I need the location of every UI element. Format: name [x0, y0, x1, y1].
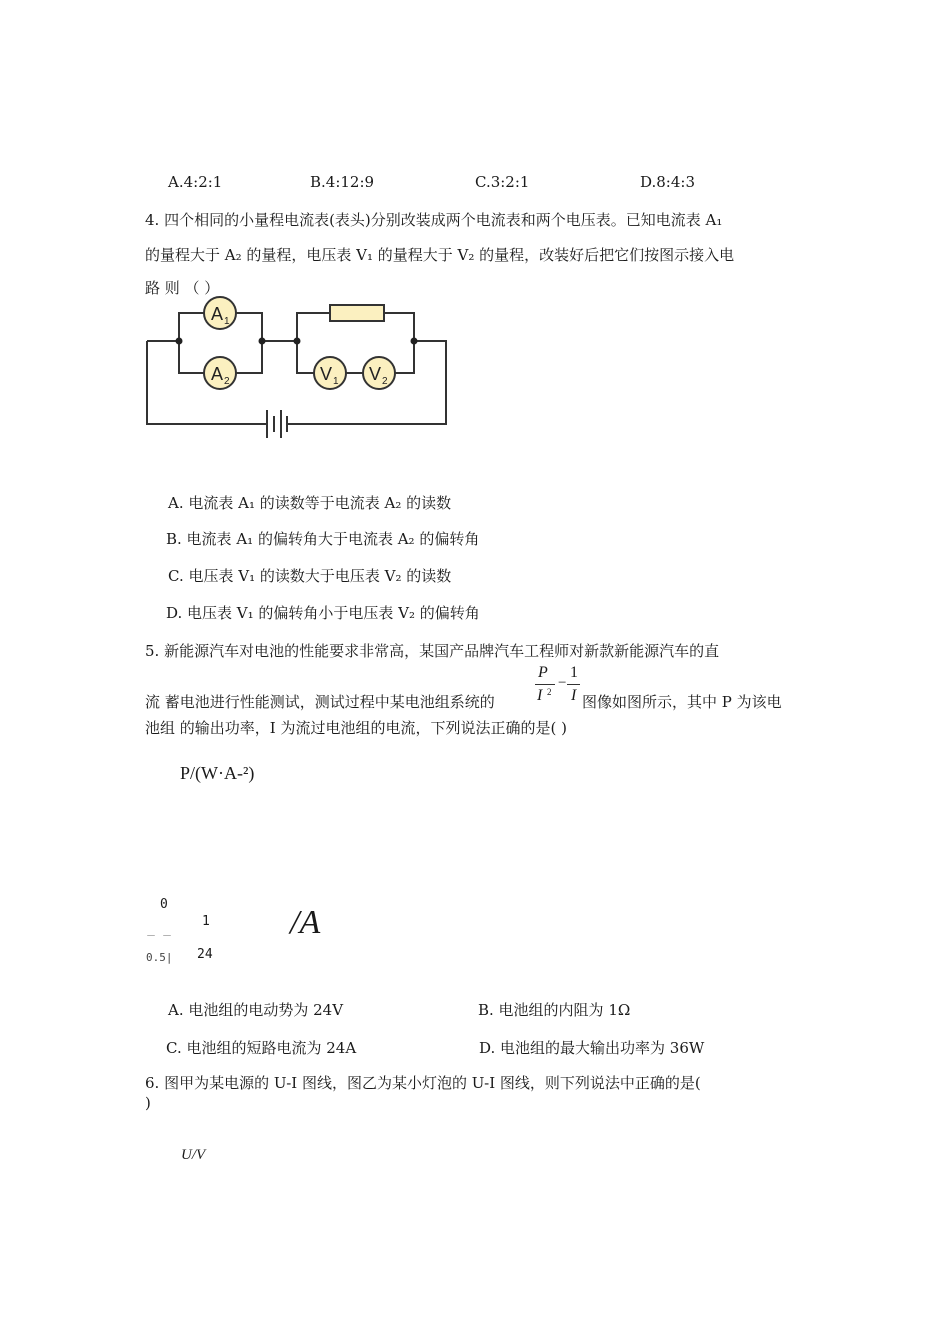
q5-option-b: B. 电池组的内阻为 1Ω	[478, 1001, 631, 1019]
q5-stem-line3: 池组 的输出功率，I 为流过电池组的电流，下列说法正确的是( )	[145, 719, 567, 737]
a1-letter: A	[211, 304, 224, 324]
voltmeter-v1-icon	[314, 357, 346, 389]
graph-origin-label: 0	[160, 897, 168, 912]
v1-subscript: 1	[333, 376, 339, 387]
q4-option-b: B. 电流表 A₁ 的偏转角大于电流表 A₂ 的偏转角	[166, 530, 480, 548]
q3-option-d: D.8:4:3	[640, 173, 695, 191]
battery-icon	[267, 410, 287, 438]
graph-y-axis-label: P/(W·A-²)	[180, 763, 255, 783]
frac-1-bar	[567, 684, 580, 685]
q4-option-c: C. 电压表 V₁ 的读数大于电压表 V₂ 的读数	[168, 567, 452, 585]
q4-option-d: D. 电压表 V₁ 的偏转角小于电压表 V₂ 的偏转角	[166, 604, 480, 622]
graph-tick-negative: 0.5|	[146, 951, 173, 964]
a2-subscript: 2	[224, 376, 230, 387]
a2-letter: A	[211, 364, 224, 384]
graph-tick-1: 1	[202, 914, 210, 929]
frac-p-numerator: P	[538, 664, 548, 681]
resistor-icon	[330, 305, 384, 321]
q3-option-c: C.3:2:1	[475, 173, 530, 191]
ammeter-a2-icon	[204, 357, 236, 389]
q6-stem-line2: )	[145, 1094, 151, 1112]
frac-p-bar	[535, 684, 555, 685]
frac-1-numerator: 1	[570, 664, 578, 681]
a1-subscript: 1	[224, 316, 230, 327]
ammeter-a1-icon	[204, 297, 236, 329]
q6-stem-line1: 6. 图甲为某电源的 U-I 图线，图乙为某小灯泡的 U-I 图线，则下列说法中正确的是(	[145, 1074, 701, 1092]
q5-option-d: D. 电池组的最大输出功率为 36W	[479, 1039, 705, 1057]
q4-stem-line2: 的量程大于 A₂ 的量程，电压表 V₁ 的量程大于 V₂ 的量程，改装好后把它们按图示接入电	[145, 246, 735, 264]
frac-1-denominator: I	[571, 687, 577, 704]
q5-option-a: A. 电池组的电动势为 24V	[168, 1001, 344, 1019]
v2-letter: V	[369, 364, 382, 384]
graph-tick-24: 24	[197, 947, 213, 962]
v2-subscript: 2	[382, 376, 388, 387]
q4-option-a: A. 电流表 A₁ 的读数等于电流表 A₂ 的读数	[168, 494, 452, 512]
frac-p-denominator: I	[537, 687, 543, 704]
v1-letter: V	[320, 364, 333, 384]
q4-stem-line1: 4. 四个相同的小量程电流表(表头)分别改装成两个电流表和两个电压表。已知电流表 A₁	[145, 211, 723, 229]
q3-option-a: A.4:2:1	[168, 173, 223, 191]
voltmeter-v2-icon	[363, 357, 395, 389]
q5-option-c: C. 电池组的短路电流为 24A	[166, 1039, 357, 1057]
q4-stem-line3: 路 则 （ ）	[145, 279, 220, 297]
frac-minus: −	[558, 675, 567, 691]
frac-p-exponent: 2	[547, 687, 552, 697]
q5-stem-line2-pre: 流 蓄电池进行性能测试，测试过程中某电池组系统的	[145, 693, 495, 711]
graph-dash-marks: － －	[146, 931, 173, 942]
junction-dots	[176, 338, 418, 345]
q5-stem-line2-post: 图像如图所示，其中 P 为该电	[582, 693, 782, 711]
graph-x-axis-unit: /A	[290, 904, 321, 941]
q3-option-b: B.4:12:9	[310, 173, 375, 191]
q6-graph-u-label: U/V	[181, 1147, 206, 1163]
q5-stem-line1: 5. 新能源汽车对电池的性能要求非常高，某国产品牌汽车工程师对新款新能源汽车的直	[145, 642, 720, 660]
